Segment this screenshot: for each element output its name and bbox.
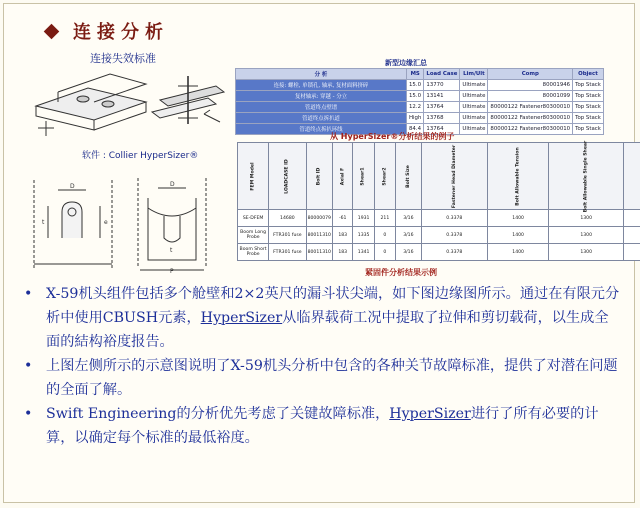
table-header-cell: MS xyxy=(407,69,424,80)
lim-ult-cell: Ultimate xyxy=(460,80,488,91)
bullet-dot-icon: • xyxy=(24,286,33,302)
table-row xyxy=(236,80,604,91)
comp-cell: 80000122 Fastener80300010 xyxy=(488,102,573,113)
table-cell: 1300 xyxy=(549,227,624,244)
bullet-dot-icon: • xyxy=(24,406,33,422)
lim-ult-cell: Ultimate xyxy=(460,102,488,113)
lim-ult-cell: Ultimate xyxy=(460,113,488,124)
ms-cell: 15.0 xyxy=(407,91,424,102)
load-case-cell: 13764 xyxy=(424,102,460,113)
table-header-cell: Lim/Ult xyxy=(460,69,488,80)
table-header-cell: Comp xyxy=(488,69,573,80)
table-header-cell: Shear1 xyxy=(353,143,374,210)
table-row xyxy=(238,210,640,227)
table-header-cell xyxy=(623,143,640,210)
hypersizer-link[interactable]: HyperSizer xyxy=(389,406,471,422)
svg-text:P: P xyxy=(170,268,174,274)
table-cell: 1300 xyxy=(549,210,624,227)
svg-text:D: D xyxy=(70,183,75,190)
table-cell: Boom Short Probe xyxy=(238,244,269,261)
object-cell: Top Stack xyxy=(573,113,604,124)
bullet-text: Swift Engineering的分析优先考虑了关键故障标准， xyxy=(46,406,390,422)
table-row xyxy=(236,113,604,124)
load-case-cell: 13764 xyxy=(424,124,460,135)
table-header-cell: Axial F xyxy=(332,143,353,210)
table-header-cell: FEM Model xyxy=(238,143,269,210)
table-header-cell: Bolt Allowable Single Shear xyxy=(549,143,624,210)
title-row xyxy=(46,18,169,44)
analysis-label-cell: 连接: 螺栓, 单锁孔, 轴承, 复材面料挤碎 xyxy=(236,80,407,91)
table-header-cell: Bolt Size xyxy=(396,143,422,210)
object-cell: Top Stack xyxy=(573,91,604,102)
table-header-cell: Fastener Head Diameter xyxy=(421,143,487,210)
table-header-cell: 分 析 xyxy=(236,69,407,80)
svg-text:e: e xyxy=(104,219,108,226)
table-cell: 3/16 xyxy=(396,210,422,227)
load-case-cell: 13770 xyxy=(424,80,460,91)
table-row xyxy=(238,227,640,244)
table-cell: Boom Long Probe xyxy=(238,227,269,244)
ms-cell: 12.2 xyxy=(407,102,424,113)
table-cell: 0.3378 xyxy=(421,244,487,261)
table-cell: 80011310 xyxy=(306,227,332,244)
table-cell: 3/16 xyxy=(396,244,422,261)
table-cell: FTR301 fuse xyxy=(269,244,306,261)
table-cell: 14680 xyxy=(269,210,306,227)
slide-title: 连接分析 xyxy=(73,22,169,43)
table-cell: -61 xyxy=(332,210,353,227)
table-cell: 80000079 xyxy=(306,210,332,227)
table-cell xyxy=(623,210,640,227)
table-row xyxy=(236,91,604,102)
load-case-cell: 13768 xyxy=(424,113,460,124)
bullet-text: 从临界载荷工况中提取了拉伸和剪切载荷，以生成全面的結构裕度报告。 xyxy=(46,310,609,350)
table-cell: 183 xyxy=(332,227,353,244)
table-cell: 183 xyxy=(332,244,353,261)
fastener-spacing-sketch xyxy=(28,176,118,272)
table-cell: 1931 xyxy=(353,210,374,227)
bullet-item xyxy=(22,354,622,402)
bullet-dot-icon: • xyxy=(24,358,33,374)
hypersizer-example-caption: 从 HyperSizer®分析结果的例子 xyxy=(330,132,455,141)
table-cell: 211 xyxy=(374,210,395,227)
table-cell xyxy=(623,227,640,244)
table-row xyxy=(236,102,604,113)
object-cell: Top Stack xyxy=(573,102,604,113)
bullet-text: 进行了所有必要的计算，以确定每个标准的最低裕度。 xyxy=(46,406,599,446)
joint-isometric-sketch xyxy=(28,66,228,148)
margin-summary-table xyxy=(235,68,604,135)
ms-cell: High xyxy=(407,113,424,124)
fastener-results-table xyxy=(237,142,640,261)
svg-text:D: D xyxy=(170,181,175,188)
diamond-bullet-icon xyxy=(44,23,60,39)
table-cell: 0 xyxy=(374,227,395,244)
table-cell: 1341 xyxy=(353,244,374,261)
bullet-item xyxy=(22,402,622,450)
bullet-item xyxy=(22,282,622,354)
ms-cell: 84.4 xyxy=(407,124,424,135)
table-header-cell: Object xyxy=(573,69,604,80)
svg-text:t: t xyxy=(170,247,173,254)
table-cell xyxy=(623,244,640,261)
bullet-text: 上图左侧所示的示意图说明了X-59机头分析中包含的各种关节故障标准，提供了对潜在问题的全面了解。 xyxy=(46,358,618,398)
bullet-list xyxy=(22,282,622,450)
software-label: 软件 : Collier HyperSizer® xyxy=(82,151,199,161)
table-header-row xyxy=(236,69,604,80)
svg-text:t: t xyxy=(42,219,45,226)
object-cell: Top Stack xyxy=(573,80,604,91)
lim-ult-cell: Ultimate xyxy=(460,124,488,135)
object-cell: Top Stack xyxy=(573,124,604,135)
table-header-cell: Load Case xyxy=(424,69,460,80)
table-header-cell: Bolt Allowable Tension xyxy=(487,143,548,210)
table-cell: 1400 xyxy=(487,210,548,227)
table-cell: FTR301 fuse xyxy=(269,227,306,244)
comp-cell: 80000122 Fastener80300010 xyxy=(488,124,573,135)
table-cell: 3/16 xyxy=(396,227,422,244)
analysis-label-cell: 管道终点拆扒道 xyxy=(236,113,407,124)
margin-summary-title: 新型边缘汇总 xyxy=(385,59,427,67)
lim-ult-cell: Ultimate xyxy=(460,91,488,102)
hypersizer-link[interactable]: HyperSizer xyxy=(200,310,283,326)
table-row xyxy=(238,244,640,261)
fastener-results-caption: 紧固件分析结果示例 xyxy=(365,268,437,277)
analysis-label-cell: 管道终点壁谱 xyxy=(236,102,407,113)
fastener-pitch-sketch xyxy=(128,176,216,274)
failure-criteria-subtitle: 连接失效标准 xyxy=(90,52,156,65)
table-cell: 80011310 xyxy=(306,244,332,261)
analysis-label-cell: 复材轴承: 穿越 - 分立 xyxy=(236,91,407,102)
bullet-text: X-59机头组件包括多个舱壁和2×2英尺的漏斗状尖端，如下图边缘图所示。通过在有限元分析中使用CBUSH元素， xyxy=(46,286,620,326)
table-header-row xyxy=(238,143,640,210)
comp-cell: 80000122 Fastener80300010 xyxy=(488,113,573,124)
comp-cell: 80001946 xyxy=(488,80,573,91)
table-cell: 0.3378 xyxy=(421,210,487,227)
table-cell: 1335 xyxy=(353,227,374,244)
table-header-cell: Bolt ID xyxy=(306,143,332,210)
table-header-cell: Shear2 xyxy=(374,143,395,210)
ms-cell: 15.0 xyxy=(407,80,424,91)
table-cell: 1400 xyxy=(487,244,548,261)
analysis-label-cell: 管道终点拆扒环线 xyxy=(236,124,407,135)
table-cell: 1300 xyxy=(549,244,624,261)
load-case-cell: 13141 xyxy=(424,91,460,102)
comp-cell: 80001099 xyxy=(488,91,573,102)
table-cell: 0 xyxy=(374,244,395,261)
table-cell: 1400 xyxy=(487,227,548,244)
table-header-cell: LOADCASE ID xyxy=(269,143,306,210)
table-cell: 0.3378 xyxy=(421,227,487,244)
table-cell: SE-DFEM xyxy=(238,210,269,227)
